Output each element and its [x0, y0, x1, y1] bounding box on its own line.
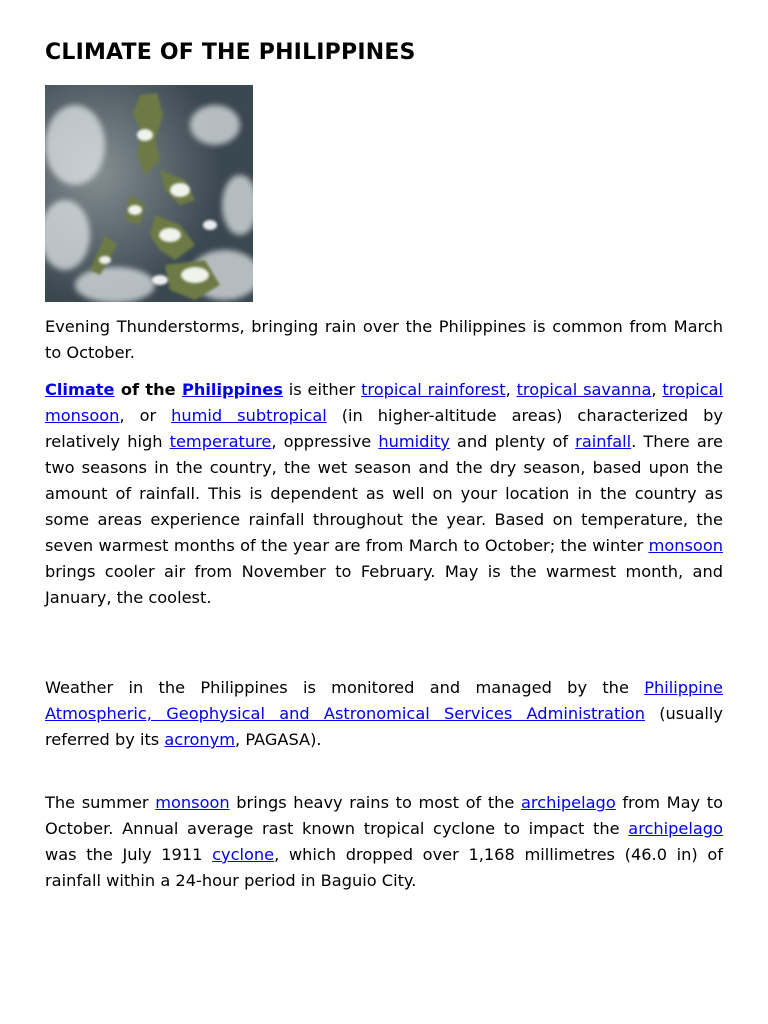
image-caption: Evening Thunderstorms, bringing rain over the Philippines is common from March to October. [45, 317, 723, 362]
link-philippines[interactable]: Philippines [181, 380, 283, 399]
link-temperature[interactable]: temperature [169, 432, 272, 451]
text-comma: , [651, 380, 663, 399]
text-or: , or [119, 406, 172, 425]
text-higher-altitude: (in higher-altitude areas) characterized by relatively high [45, 406, 723, 451]
link-climate[interactable]: Climate [45, 380, 115, 399]
text-plenty-of: and plenty of [449, 432, 576, 451]
link-cyclone[interactable]: cyclone [212, 845, 275, 864]
satellite-image [45, 85, 253, 302]
page-title: CLIMATE OF THE PHILIPPINES [45, 40, 416, 65]
link-monsoon-summer[interactable]: monsoon [155, 793, 230, 812]
text-is-either: is either [282, 380, 362, 399]
paragraph-summer-monsoon [45, 790, 723, 894]
text-oppressive: , oppressive [271, 432, 379, 451]
paragraph-climate [45, 377, 723, 611]
link-pagasa[interactable]: Philippine Atmospheric, Geophysical and Astronomical Services Administration [45, 678, 723, 723]
text-cooler-air: brings cooler air from November to February. May is the warmest month, and January, the coolest. [45, 562, 723, 607]
link-humid-subtropical[interactable]: humid subtropical [171, 406, 327, 425]
text-baguio: , which dropped over 1,168 millimetres (46.0 in) of rainfall within a 24-hour period in Baguio City. [45, 845, 723, 890]
link-rainfall[interactable]: rainfall [575, 432, 632, 451]
text-usually: (usually referred by its [45, 704, 723, 749]
link-humidity[interactable]: humidity [378, 432, 450, 451]
link-tropical-rainforest[interactable]: tropical rainforest [361, 380, 506, 399]
text-brings-heavy-rains: brings heavy rains to most of the [229, 793, 522, 812]
text-annual-average: from May to October. Annual average rast known tropical cyclone to impact the [45, 793, 724, 838]
link-tropical-monsoon[interactable]: tropical monsoon [45, 380, 724, 425]
link-acronym[interactable]: acronym [164, 730, 236, 749]
text-comma: , [505, 380, 517, 399]
text-seasons: . There are two seasons in the country, the wet season and the dry season, based upon the amount of rainfall. This is dependent as well on your location in the country as some areas experience rainfall throughout the year. Based on temperature, the seven warmest months of the year are from March to October; the winter [45, 432, 724, 555]
paragraph-weather [45, 675, 723, 753]
text-was-the-july: was the July 1911 [45, 845, 213, 864]
text-of-the: of the [114, 380, 182, 399]
link-tropical-savanna[interactable]: tropical savanna [516, 380, 652, 399]
link-archipelago[interactable]: archipelago [521, 793, 616, 812]
text-weather: Weather in the Philippines is monitored and managed by the [45, 678, 645, 697]
link-archipelago-2[interactable]: archipelago [628, 819, 723, 838]
text-pagasa: , PAGASA). [235, 730, 322, 749]
link-monsoon[interactable]: monsoon [648, 536, 723, 555]
text-the-summer: The summer [45, 793, 156, 812]
